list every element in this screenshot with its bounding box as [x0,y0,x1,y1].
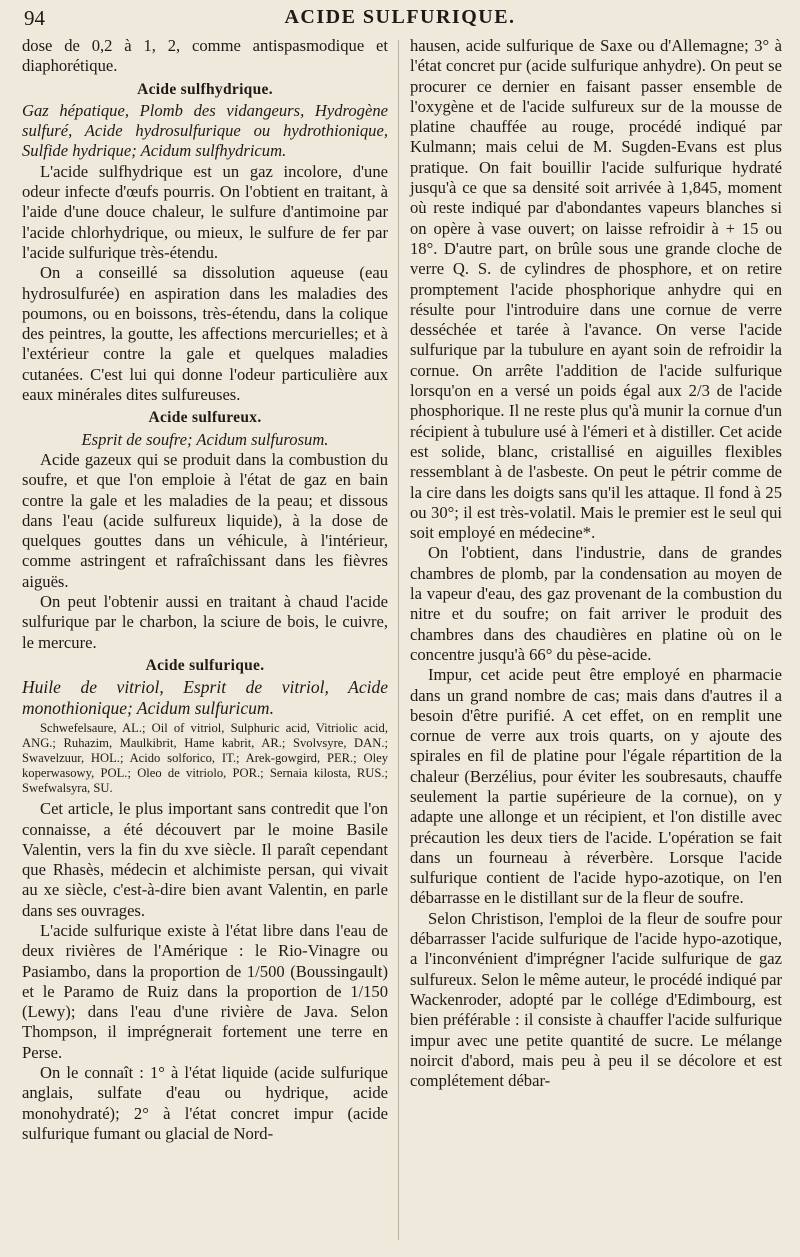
section-heading-sulfhydrique: Acide sulfhydrique. [137,80,273,98]
synonyms-sulfurique: Huile de vitriol, Esprit de vitriol, Acide monothionique; Acidum sulfuricum. [22,677,388,719]
page-header [24,4,776,34]
section-heading-sulfurique: Acide sulfurique. [145,656,265,674]
running-title: ACIDE SULFURIQUE. [284,6,516,28]
paragraph: On le connaît : 1° à l'état liquide (acide sulfurique anglais, sulfate d'eau ou hydrique, acide monohydraté); 2° à l'état concret impur (acide sulfurique fumant ou glacial de Nord- [22,1063,388,1143]
page-number: 94 [24,6,45,30]
paragraph: hausen, acide sulfurique de Saxe ou d'Allemagne; 3° à l'état concret pur (acide sulfurique anhydre). On peut se procurer ce dernier en faisant passer ensemble de l'oxygène et de l'acide sulfureux sur de la mousse de platine chauffée au rouge, procédé indiqué par Kulmann; mais celui de M. Sugden-Evans est plus pratique. On fait bouillir l'acide sulfurique hydraté jusqu'à ce que sa densité soit arrivée à 1,845, moment où reste indiqué par d'abondantes vapeurs blanches si on opère à vase ouvert; on laisse refroidir à + 15 ou 18°. D'autre part, on brûle sous une grande cloche de verre Q. S. de cylindres de phosphore, et on retire promptement l'acide phosphorique anhydre qui en résulte pour l'introduire dans une cornue de verre desséchée et tarée à l'avance. On verse l'acide sulfurique par la tubulure en ayant soin de refroidir la cornue. On arrête l'addition de l'acide sulfurique lorsqu'on en a versé un poids égal aux 2/3 de l'acide phosphorique. Il ne reste plus qu'à munir la cornue d'un récipient à tubulure usé à l'émeri et à distiller. Cet acide est solide, blanc, cristallisé en aiguilles flexibles ressemblant à de l'asbeste. On peut le pétrir comme de la cire dans les doigts sans qu'il les attaque. Il fond à 25 ou 30°; il est très-volatil. Mais le premier est le seul qui soit employé en médecine*. [410,36,782,543]
paragraph: L'acide sulfhydrique est un gaz incolore, d'une odeur infecte d'œufs pourris. On l'obtient en traitant, à l'aide d'une douce chaleur, le sulfure d'antimoine par l'acide chlorhydrique, ou mieux, le sulfure de fer par l'acide sulfurique très-étendu. [22,161,388,262]
section-heading-sulfureux: Acide sulfureux. [148,409,262,427]
left-column [22,36,388,1144]
foreign-names: Schwefelsaure, AL.; Oil of vitriol, Sulphuric acid, Vitriolic acid, ANG.; Ruhazim, Maulkibrit, Hame kabrit, AR.; Svolvsyre, DAN.; Swavelzuur, HOL.; Acido solforico, IT.; Arek-gowgird, PER.; Oley koperwasowy, POL.; Oleo de vitriolo, POR.; Sernaia kilosta, RUS.; Swefwalsyra, SU. [22,721,388,796]
right-column [410,36,782,1091]
paragraph: Impur, cet acide peut être employé en pharmacie dans un grand nombre de cas; mais dans d'autres il a besoin d'être purifié. A cet effet, on en remplit une cornue de verre aux trois quarts, on y ajoute des spirales en fil de platine pour l'égale répartition de la chaleur (Berzélius, pour éviter les soubresauts, chauffe seulement la partie supérieure de la cornue), on y adapte une allonge et un récipient, et l'on distille avec précaution les deux tiers de l'acide. L'opération se fait dans un fourneau à réverbère. Lorsque l'acide sulfurique contient de l'acide hypo-azotique, on l'en débarrasse en le distillant sur de la fleur de soufre. [410,665,782,908]
paragraph: On l'obtient, dans l'industrie, dans de grandes chambres de plomb, par la condensation au moyen de la vapeur d'eau, des gaz provenant de la combustion du nitre et du soufre; on fait arriver le produit des chambres dans des chaudières en platine où on le concentre jusqu'à 66° du pèse-acide. [410,543,782,664]
synonyms-sulfureux: Esprit de soufre; Acidum sulfurosum. [81,429,329,449]
paragraph: Cet article, le plus important sans contredit que l'on connaisse, a été découvert par le moine Basile Valentin, vers la fin du xve siècle. Il paraît cependant que Rhasès, médecin et alchimiste persan, qui vivait au xe siècle, c'est-à-dire bien avant Valentin, en parle dans ses ouvrages. [22,799,388,920]
paragraph: Acide gazeux qui se produit dans la combustion du soufre, et que l'on emploie à l'état de gaz en bain contre la gale et les maladies de la peau; et dissous dans l'eau (acide sulfureux liquide), à la dose de quelques gouttes dans un véhicule, à l'intérieur, comme astringent et rafraîchissant dans les fièvres aiguës. [22,449,388,591]
paragraph: L'acide sulfurique existe à l'état libre dans l'eau de deux rivières de l'Amérique : le Rio-Vinagre ou Pasiambo, dans la proportion de 1/500 (Boussingault) et le Paramo de Ruiz dans la proportion de 1/150 (Lewy); dans l'eau d'une rivière de Java. Selon Thompson, il imprégnerait fortement une terre en Perse. [22,920,388,1062]
paragraph: On a conseillé sa dissolution aqueuse (eau hydrosulfurée) en aspiration dans les maladies des poumons, ou en boissons, très-étendu, dans la colique des peintres, la goutte, les affections mercurielles; et à l'extérieur contre la gale et quelques maladies cutanées. C'est lui qui donne l'odeur particulière aux eaux minérales dites sulfureuses. [22,263,388,405]
column-divider [398,40,399,1240]
paragraph: Selon Christison, l'emploi de la fleur de soufre pour débarrasser l'acide sulfurique de l'acide hypo-azotique, a l'inconvénient d'imprégner l'acide sulfurique de gaz sulfureux. Selon le même auteur, le procédé indiqué par Wackenroder, adopté par le collége d'Edimbourg, est bien préférable : il consiste à chauffer l'acide sulfurique impur avec une petite quantité de sucre. Le mélange noircit d'abord, mais peu à peu il se décolore et est complétement débar- [410,908,782,1091]
paragraph: dose de 0,2 à 1, 2, comme antispasmodique et diaphorétique. [22,36,388,76]
paragraph: On peut l'obtenir aussi en traitant à chaud l'acide sulfurique par le charbon, la sciure de bois, le cuivre, le mercure. [22,592,388,652]
synonyms-sulfhydrique: Gaz hépatique, Plomb des vidangeurs, Hydrogène sulfuré, Acide hydrosulfurique ou hydrothionique, Sulfide hydrique; Acidum sulfhydricum. [22,100,388,161]
